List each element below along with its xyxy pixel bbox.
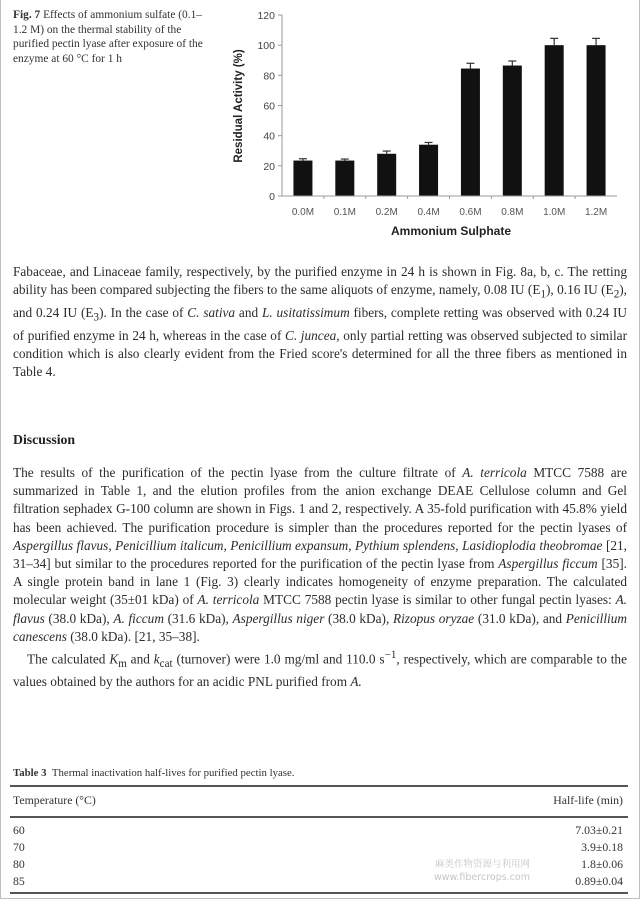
table-row: [13, 874, 623, 890]
table-cell-temperature: 80: [13, 857, 25, 871]
x-axis-label: Ammonium Sulphate: [390, 224, 512, 238]
text-run: and: [126, 651, 154, 667]
table-caption: [13, 767, 294, 779]
table-top-rule: [10, 785, 628, 787]
bar-0.1M: [335, 161, 354, 196]
bar-1.2M: [587, 45, 606, 196]
species-name: A. flavus: [13, 592, 628, 626]
table-cell-half-life: 7.03±0.21: [575, 823, 623, 837]
x-tick-label: 1.0M: [543, 207, 566, 218]
species-name: Penicillium canescens: [13, 610, 627, 644]
y-tick-label: 100: [257, 40, 275, 53]
table-cell-temperature: 60: [13, 823, 25, 837]
text-run: ), and 0.24 IU (E: [13, 282, 627, 321]
subscript: cat: [159, 658, 173, 671]
x-tick-label: 0.0M: [291, 207, 315, 218]
watermark-line-1: 麻类作物资源与利用网: [434, 859, 530, 870]
x-tick-label: 0.6M: [459, 207, 482, 218]
text-run: Fabaceae, and Linaceae family, respectively, by the purified enzyme in 24 h is shown in Fig. 8a, b, c. The retting ability has been compared subjecting the fibers to the same aliquots of enzyme, namely, 0.08 IU (E: [13, 264, 627, 298]
symbol-kcat: k: [153, 651, 160, 667]
x-tick-label: 0.4M: [417, 207, 440, 218]
figure-label: Fig. 7: [13, 9, 41, 21]
table-row: [13, 857, 623, 873]
bar-0.8M: [503, 66, 522, 196]
text-run: fibers, complete retting was observed with 0.24 IU of purified enzyme in 24 h, whereas in the case of: [13, 305, 627, 343]
y-tick-label: 40: [263, 130, 275, 143]
text-run: (turnover) were 1.0 mg/ml and 110.0 s: [172, 651, 385, 667]
discussion-paragraph-1: [13, 464, 627, 692]
y-tick-label: 80: [263, 70, 275, 83]
y-axis-label: Residual Activity (%): [233, 49, 245, 163]
text-run: ), 0.16 IU (E: [545, 282, 614, 298]
text-run: and: [235, 305, 262, 321]
y-tick-label: 120: [257, 10, 275, 22]
text-run: MTCC 7588 pectin lyase is similar to other fungal pectin lyases:: [259, 592, 616, 608]
text-run: (38.0 kDa),: [44, 610, 114, 626]
table-label: Table 3: [13, 767, 47, 779]
text-run: (38.0 kDa). [21, 35–38].: [66, 628, 200, 644]
bar-0.4M: [419, 145, 438, 196]
text-run: The results of the purification of the pectin lyase from the culture filtrate of: [13, 465, 463, 480]
species-name: Rizopus oryzae: [392, 610, 475, 626]
species-name: A. terricola: [462, 465, 527, 480]
species-name: Aspergillus ficcum: [498, 556, 598, 572]
species-name: L. usitatissimum: [261, 305, 350, 321]
table-header-temperature: Temperature (°C): [13, 793, 96, 807]
section-heading-discussion: Discussion: [13, 432, 76, 447]
table-row: [13, 823, 623, 839]
symbol-km: K: [109, 651, 119, 667]
table-bottom-rule: [10, 892, 628, 894]
table-cell-temperature: 85: [13, 874, 25, 888]
bar-chart: [230, 0, 630, 245]
text-run: , respectively, which are comparable to the values obtained by the authors for an acidic PNL purified from: [13, 651, 627, 690]
table-header-rule: [10, 816, 628, 818]
text-run: (31.6 kDa),: [163, 610, 233, 626]
text-run: MTCC 7588 are summarized in Table 1, and the elution profiles from the anion exchange DEAE Cellulose column and Gel filtration sephadex G-100 column are shown in Figs. 1 and 2, respectively. A 35-fold purification with 45.8% yield has been achieved. The purification procedure is simpler than the procedures reported for the pectin lyases of: [13, 465, 627, 535]
text-run: ). In the case of: [99, 305, 188, 321]
text-run: (38.0 kDa),: [324, 610, 393, 626]
text-run: [21, 31–34] but similar to the procedures reported for the purification of the pectin lyase from: [13, 537, 627, 572]
results-paragraph: [13, 263, 627, 382]
y-tick-label: 20: [263, 160, 275, 173]
species-name: Aspergillus niger: [232, 610, 325, 626]
figure-caption: [13, 8, 213, 66]
y-tick-label: 0: [269, 191, 275, 203]
y-tick-label: 60: [263, 100, 275, 113]
subscript: 3: [93, 311, 100, 324]
table-row: [13, 840, 623, 856]
table-cell-half-life: 1.8±0.06: [581, 857, 623, 871]
text-run: (31.0 kDa), and: [474, 610, 566, 626]
subscript: 1: [540, 288, 546, 301]
table-cell-temperature: 70: [13, 840, 25, 854]
x-tick-label: 0.2M: [375, 207, 398, 218]
bar-1.0M: [545, 45, 564, 196]
x-tick-label: 1.2M: [584, 207, 608, 218]
superscript: −1: [384, 649, 397, 662]
text-run: [35]. A single protein band in lane 1 (Fig. 3) clearly indicates homogeneity of enzyme preparation. The calculated molecular weight (35±01 kDa) of: [13, 556, 627, 608]
table-caption-text: Thermal inactivation half-lives for purified pectin lyase.: [51, 767, 295, 779]
table-cell-half-life: 0.89±0.04: [575, 874, 623, 888]
species-name: C. juncea: [285, 327, 337, 343]
subscript: m: [118, 658, 127, 671]
watermark: [380, 858, 530, 884]
species-name: A. ficcum: [113, 610, 164, 626]
bar-0.2M: [377, 154, 396, 196]
discussion-paragraph-2: [13, 646, 627, 691]
x-tick-label: 0.8M: [501, 207, 524, 218]
text-run: The calculated: [27, 651, 110, 667]
species-name: C. sativa: [187, 305, 236, 321]
table-cell-half-life: 3.9±0.18: [581, 840, 623, 854]
x-tick-label: 0.1M: [333, 207, 356, 218]
table-header-row: [13, 793, 623, 809]
text-run: , only partial retting was observed subjected to similar condition which is also clearly evident from the Fried score's determined for all the three fibers as mentioned in Table 4.: [13, 327, 627, 380]
species-name: Aspergillus flavus, Penicillium italicum, Penicillium expansum, Pythium splendens, Lasidioplodia theobromae: [13, 537, 603, 553]
bar-0.0M: [293, 161, 312, 196]
species-name: A. terricola: [197, 592, 260, 608]
watermark-line-2: www.fibercrops.com: [433, 872, 530, 883]
table-header-half-life: Half-life (min): [553, 793, 623, 807]
figure-caption-text: Effects of ammonium sulfate (0.1–1.2 M) on the thermal stability of the purified pectin lyase after exposure of the enzyme at 60 °C for 1 h: [13, 9, 203, 65]
species-name: A.: [350, 674, 362, 690]
subscript: 2: [613, 288, 620, 301]
bar-0.6M: [461, 69, 480, 196]
